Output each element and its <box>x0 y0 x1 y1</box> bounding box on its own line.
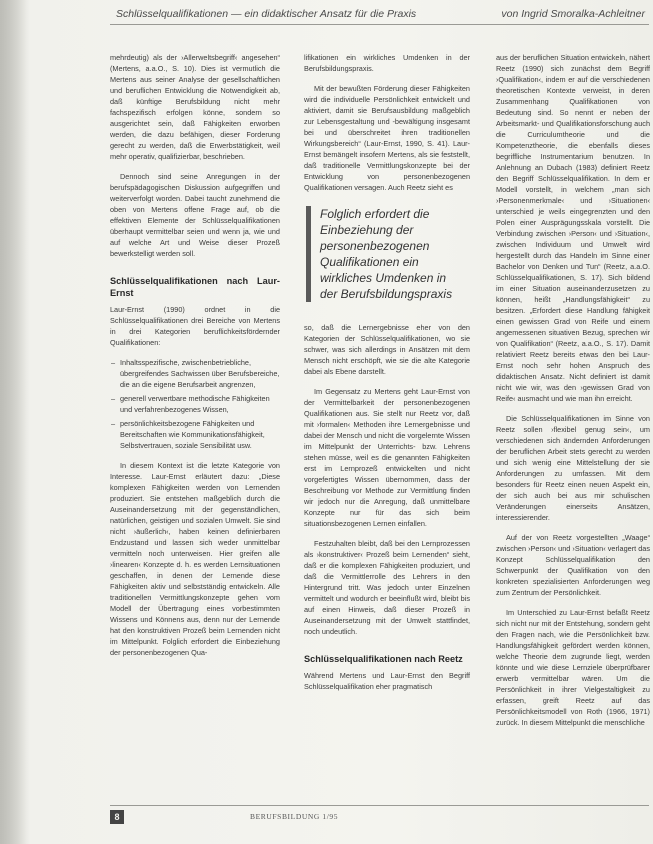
bullet-list <box>110 357 280 451</box>
paragraph: mehrdeutig) als der ›Allerweltsbegriff‹ angesehen“ (Mertens, a.a.O., S. 10). Dies ist vermutlich die Mertens aus seiner Analyse der gesellschaftlichen und beruflichen Entwicklung die Notwendigkeit ab, daß künftige Berufsbildung nicht mehr fachspezifisch erfolgen könne, sondern so ausgerichtet sein, daß Fähigkeiten erworben werden, die dazu befähigen, dieser Forderung gerecht zu werden, daß die Erwerbstätigkeit, weil mehr operativ, qualifizierbar, beschrieben. <box>110 53 280 161</box>
list-item: – generell verwertbare methodische Fähigkeiten und verfahrenbezogenes Wissen, <box>120 393 280 415</box>
paragraph: Im Unterschied zu Laur-Ernst befaßt Reetz sich nicht nur mit der Entstehung, sondern geht den Fragen nach, wie die Persönlichkeit bzw. Handlungsfähigkeit gefördert werden können, welche Theorie dem zugrunde liegt, werden könnte und wie diese Lernziele überprüfbarer erwerb vermittelbar wären. Um die Persönlichkeit in ihrer Vielgestaltigkeit zu erfassen, greift Reetz auf das Persönlichkeitsmodell von Roth (1966, 1971) zurück. In diesem Mittelpunkt die menschliche <box>496 608 650 727</box>
paragraph: aus der beruflichen Situation entwickeln, nähert Reetz (1990) sich zunächst dem Begriff ›Qualifikation‹, indem er auf die verschiedenen theoretischen Kontexte verweist, in deren Zusammenhang Qualifikationen von Bedeutung sind. So nennt er neben der Arbeitsmarkt- und Qualifikationsforschung auch die Curriculumtheorie und die Kompetenztheorie, die ebenfalls dieses begriffliche Instrumentarium benutzen. In Anlehnung an Dubach (1983) definiert Reetz den Begriff Schlüsselqualifikation. In dem er Modell vorstellt, in welchem „man sich ›Personenmerkmale‹ und ›Situationen‹ unterschied je weils eingegrenzten und den Polen einer Ausprägungsskala vorstellt. Die Verbindung zwischen ›Person‹ und ›Situation‹, zwischen Individuum und Umwelt wird hergestellt durch das Handeln im Sinne einer Bachelor von Denken und Tun“ (Reetz, a.a.O. Schlüsselqualifikationen, S. 17). Sich bildend im einer Situation auseinanderzusetzen zu können, heißt „Handlungsfähigkeit“ zu besitzen. „Erfordert diese Handlung fähigkeit einen gewissen Grad von Reife und einem angemessenen situativen Bezug, sprechen wir von Qualifikation“ (Reetz, a.a.O., S. 17). Damit relativiert Reetz bereits etwas den bei Laur-Ernst noch sehr hohen Anspruch des didaktischen Ansatz. Nicht definiert ist damit nicht wie wir, was den ›gewissen Grad von Reife‹ ausmacht und wie man ihn erreicht. <box>496 53 650 403</box>
paragraph: lifikationen ein wirkliches Umdenken in der Berufsbildungspraxis. <box>304 53 470 73</box>
page-number: 8 <box>110 810 124 824</box>
pull-quote-text: Folglich erfordert die Einbeziehung der personenbezogenen Qualifikationen ein wirkliches Umdenken in der Berufsbildungspraxis <box>320 207 453 301</box>
paragraph: Festzuhalten bleibt, daß bei den Lernprozessen als ›konstruktiver‹ Prozeß beim Lernenden“ sieht, daß er die komplexen Fähigkeiten produziert, und daß die Vermittlerrolle des Lehrers in den Hintergrund tritt. Was jedoch unter Einzelnen vermittelt und wodurch er beeinflußt wird, bleibt bis auf einen Hinweis, daß dieser Prozeß in Auseinandersetzung mit der Umwelt stattfindet, noch undeutlich. <box>304 539 470 636</box>
pull-quote-bar <box>306 206 311 302</box>
list-item: – persönlichkeitsbezogene Fähigkeiten und Bereitschaften wie Kommunikationsfähigkeit, Selbstvertrauen, soziale Sensibilität usw. <box>120 418 280 451</box>
section-heading: Schlüsselqualifikationen nach Laur-Ernst <box>110 276 280 298</box>
header-title: Schlüsselqualifikationen — ein didaktischer Ansatz für die Praxis <box>116 8 417 20</box>
paragraph: Während Mertens und Laur-Ernst den Begriff Schlüsselqualifikation eher pragmatisch <box>304 671 470 691</box>
section-heading: Schlüsselqualifikationen nach Reetz <box>304 654 463 664</box>
paragraph: Dennoch sind seine Anregungen in der berufspädagogischen Diskussion aufgegriffen und weiterverfolgt worden. Dabei taucht zunehmend die oben von Mertens offene Frage auf, ob die effektiven Elemente der Schlüsselqualifikationen überhaupt vermittelbar seien und wenn ja, wie und auf welche Art und Weise dieser Prozeß bewerkstelligt werden soll. <box>110 172 280 258</box>
paragraph: Die Schlüsselqualifikationen im Sinne von Reetz sollen ›flexibel genug sein‹, um verschiedenen sich ändernden Anforderungen der beruflichen Arbeit stets gerecht zu werden und sich wenig eine Mittelstellung der sie Anforderungen zu umfassen. Mit dem besonders für Reetz einen neuen Aspekt ein, der sich auch bei aus mir schulischen Veränderungen einerseits Ansätzen, interessierender. <box>496 414 650 522</box>
text-column-3 <box>496 52 650 808</box>
list-item: – Inhaltsspezifische, zwischenbetriebliche, übergreifendes Sachwissen über Berufsbereiche, die an die eigene Berufsarbeit angrenzen, <box>120 357 280 390</box>
journal-name: BERUFSBILDUNG 1/95 <box>250 812 339 821</box>
paragraph: Im Gegensatz zu Mertens geht Laur-Ernst von der Vermittelbarkeit der personenbezogenen Qualifikationen aus. Sie stellt nur Reetz vor, daß mit ›formalen‹ Methoden ihre Lernergebnisse und dabei der Mensch und nicht die vorgelernte Wissen im Mittelpunkt der Unterrichts- bzw. Lehrens stehen müsse, weil es die genannten Fähigkeiten erst im Lernprozeß entwickelten und nicht vorgefertigtes Wissen übernommen, dass der Beschreibung vor Methode zur Vermittlung finden wir jedoch nur die Anregung, daß unmittelbare Konzepte nur für das sich beim situationsbezogenen Lernen einfallen. <box>304 387 470 528</box>
paragraph: Auf der von Reetz vorgestellten „Waage“ zwischen ›Person‹ und ›Situation‹ verlagert das Konzept Schlüsselqualifikation den Schwerpunkt der Qualifikation von den konkreten spezialisierten Anforderungen weg zum Zentrum der Persönlichkeit. <box>496 533 650 597</box>
pull-quote <box>304 202 470 308</box>
header-author: von Ingrid Smoralka-Achleitner <box>501 8 645 20</box>
text-column-2 <box>304 52 470 808</box>
paragraph: In diesem Kontext ist die letzte Kategorie von Interesse. Laur-Ernst erläutert dazu: „Diese komplexen Fähigkeiten werden von Lernenden produziert. Sie entstehen maßgeblich durch die Auseinandersetzung mit der gegenständlichen, natürlichen, geistigen und sozialen Umwelt. Sie sind nicht ›äußerlich‹, haben keinen definierbaren Endzustand und lassen sich weder unmittelbar vermitteln noch unterweisen. Hier greifen alle ›linearen‹ Konzepte d. h. es werden Lernsituationen geschaffen, in denen der Lernende diese Fähigkeiten aktiv und selbstständig entwickeln. Alle traditionellen Vermittlungskonzepte gehen vom Modell der Übertragung eines vorbestimmten Wissens und Könnens aus, denn nur der Lernende hat den konstruktiven Prozeß beim Lernenden nicht im Mittelpunkt. Folglich erfordert die Einbeziehung der personenbezogenen Qua- <box>110 461 280 657</box>
paragraph: Mit der bewußten Förderung dieser Fähigkeiten wird die individuelle Persönlichkeit entwickelt und aktiviert, damit sie Berufsausbildung maßgeblich zur Lebensgestaltung und -bewältigung insgesamt bei und überschreitet ihren traditionellen Wirkungsbereich“ (Laur-Ernst, 1990, S. 41). Laur-Ernst bemängelt insofern Mertens, als sie feststellt, daß traditionelle Vermittlungskonzepte bei der Entwicklung von personenbezogenen Qualifikationen versagen. Auch Reetz sieht es <box>304 84 470 192</box>
paragraph: so, daß die Lernergebnisse eher von den Kategorien der Schlüsselqualifikationen, wo sie schwer, was sich allerdings in Ansätzen mit dem Mensch nicht erschöpft, wie sie die alte Kategorie dabei als Ebene darstellt. <box>304 323 470 376</box>
paragraph: Laur-Ernst (1990) ordnet in die Schlüsselqualifikationen drei Bereiche von Mertens in drei Kategorien beruflichkeitsfördernder Qualifikationen: <box>110 305 280 347</box>
header-rule <box>110 24 649 25</box>
footer-rule <box>110 805 649 806</box>
text-column-1 <box>110 52 280 808</box>
running-header <box>116 6 647 24</box>
